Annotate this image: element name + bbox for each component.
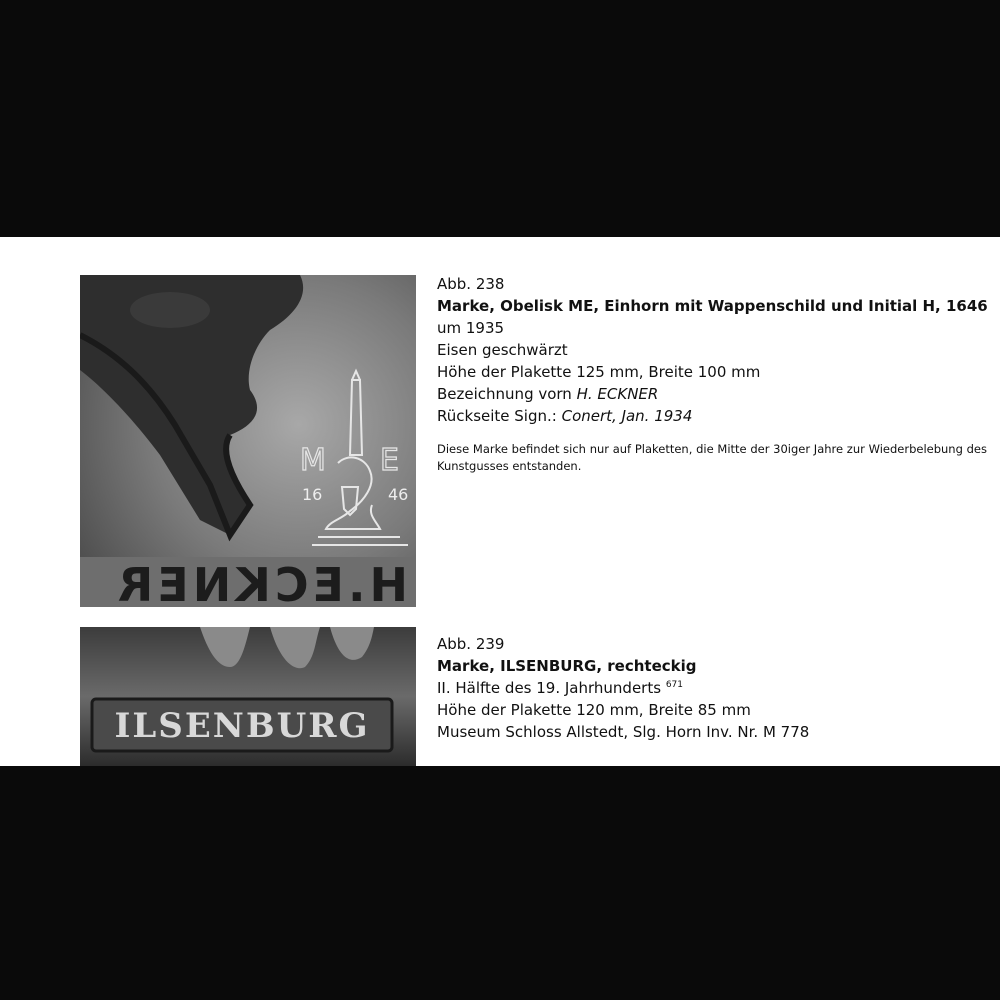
caption-abb-238 (437, 273, 987, 475)
figure-date (437, 677, 987, 699)
figure-description: Diese Marke befindet sich nur auf Plaketten, die Mitte der 30iger Jahre zur Wiederbelebung des Kunstgusses entstanden. (437, 442, 987, 473)
photo-obelisk-mark (80, 275, 416, 607)
photo-obelisk-mark-image (80, 275, 416, 607)
caption-abb-239 (437, 633, 987, 743)
figure-label: Abb. 239 (437, 635, 505, 653)
stamp-text: ILSENBURG (114, 706, 370, 746)
figure-title: Marke, Obelisk ME, Einhorn mit Wappenschild und Initial H, 1646 (437, 297, 988, 315)
figure-dimensions: Höhe der Plakette 125 mm, Breite 100 mm (437, 363, 761, 381)
mark-letter-m: M (300, 443, 326, 478)
figure-collection: Museum Schloss Allstedt, Slg. Horn Inv. Nr. M 778 (437, 723, 810, 741)
mark-year-right: 46 (388, 485, 409, 504)
relief-ear (130, 292, 210, 328)
photo-ilsenburg-mark-image (80, 627, 416, 766)
inscription-value: H. ECKNER (576, 385, 659, 403)
photo-ilsenburg-mark (80, 627, 416, 766)
reverse-prefix: Rückseite Sign.: (437, 407, 562, 425)
mark-year-left: 16 (302, 485, 323, 504)
figure-date-text: II. Hälfte des 19. Jahrhunderts (437, 679, 662, 697)
document-page (0, 237, 1000, 766)
reverse-value: Conert, Jan. 1934 (561, 407, 693, 425)
figure-material: Eisen geschwärzt (437, 341, 568, 359)
figure-inscription (437, 383, 987, 405)
inscription-prefix: Bezeichnung vorn (437, 385, 577, 403)
figure-title: Marke, ILSENBURG, rechteckig (437, 657, 697, 675)
figure-label: Abb. 238 (437, 275, 505, 293)
figure-dimensions: Höhe der Plakette 120 mm, Breite 85 mm (437, 701, 751, 719)
figure-date: um 1935 (437, 319, 505, 337)
mirrored-signature: H.ECKNER (113, 558, 408, 607)
footnote-ref[interactable]: 671 (665, 680, 684, 690)
mark-letter-e: E (380, 443, 399, 478)
figure-reverse (437, 405, 987, 427)
